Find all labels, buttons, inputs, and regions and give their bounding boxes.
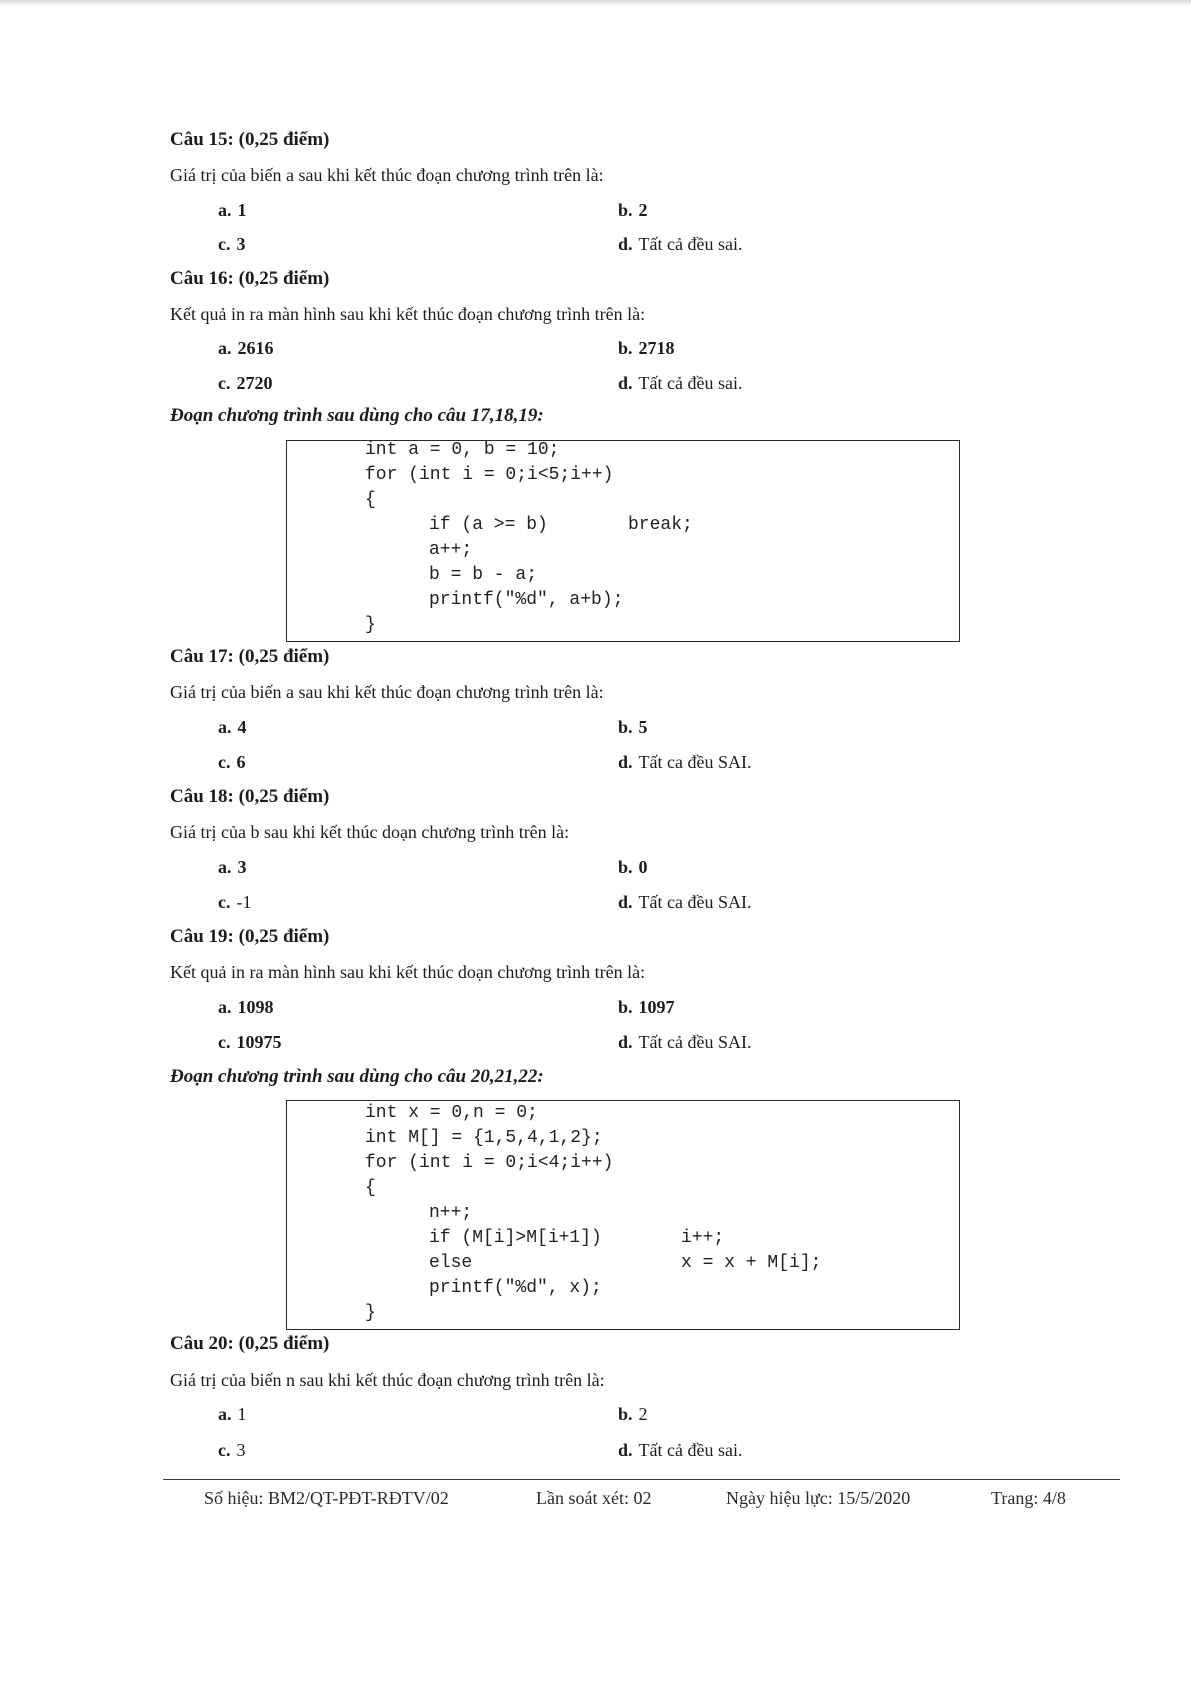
option-value: 3 xyxy=(236,234,246,254)
scan-edge xyxy=(0,0,1191,6)
option-letter: d. xyxy=(618,373,633,393)
code-line: printf("%d", a+b); xyxy=(429,590,624,610)
option-value: 3 xyxy=(237,857,247,877)
code-section-2-title: Đoạn chương trình sau dùng cho câu 20,21,22: xyxy=(170,1066,544,1087)
option-value: 2616 xyxy=(237,338,274,358)
option-value: Tất ca đều SAI. xyxy=(638,892,752,912)
q19-option-c xyxy=(218,1032,282,1053)
option-letter: a. xyxy=(218,857,232,877)
code-line: int M[] = {1,5,4,1,2}; xyxy=(365,1128,603,1148)
q20-option-b xyxy=(618,1404,648,1425)
option-letter: a. xyxy=(218,338,232,358)
q15-option-d xyxy=(618,234,742,255)
code-line: } xyxy=(365,615,376,635)
code-line: printf("%d", x); xyxy=(429,1278,602,1298)
q19-option-b xyxy=(618,997,675,1018)
question-17-heading: Câu 17: (0,25 điểm) xyxy=(170,646,330,667)
code-line: i++; xyxy=(681,1228,725,1248)
option-value: Tất cả đều sai. xyxy=(638,234,743,254)
q19-option-d xyxy=(618,1032,751,1053)
option-letter: a. xyxy=(218,1404,232,1424)
question-20-text: Giá trị của biến n sau khi kết thúc đoạn chương trình trên là: xyxy=(170,1370,605,1390)
q19-option-a xyxy=(218,997,274,1018)
option-letter: c. xyxy=(218,373,231,393)
option-value: 2 xyxy=(638,200,648,220)
q17-option-b xyxy=(618,717,648,738)
option-value: 0 xyxy=(638,857,648,877)
option-value: Tất ca đều SAI. xyxy=(638,752,752,772)
question-15-heading: Câu 15: (0,25 điểm) xyxy=(170,129,330,150)
option-letter: b. xyxy=(618,857,633,877)
option-letter: c. xyxy=(218,1032,231,1052)
option-value: 10975 xyxy=(236,1032,282,1052)
footer-page-number: Trang: 4/8 xyxy=(991,1488,1066,1508)
option-value: Tất cả đều sai. xyxy=(638,373,743,393)
option-letter: b. xyxy=(618,717,633,737)
q20-option-a xyxy=(218,1404,247,1425)
code-line: for (int i = 0;i<4;i++) xyxy=(365,1153,614,1173)
option-letter: d. xyxy=(618,234,633,254)
option-letter: b. xyxy=(618,200,633,220)
question-18-text: Giá trị của b sau khi kết thúc doạn chương trình trên là: xyxy=(170,822,570,842)
question-15-text: Giá trị của biến a sau khi kết thúc đoạn chương trình trên là: xyxy=(170,165,604,185)
question-19-text: Kết quả in ra màn hình sau khi kết thúc doạn chương trình trên là: xyxy=(170,962,646,982)
q17-option-a xyxy=(218,717,247,738)
code-line: break; xyxy=(628,515,693,535)
code-line: { xyxy=(365,490,376,510)
code-line: } xyxy=(365,1303,376,1323)
option-value: 4 xyxy=(237,717,247,737)
option-value: 5 xyxy=(638,717,648,737)
question-16-text: Kết quả in ra màn hình sau khi kết thúc đoạn chương trình trên là: xyxy=(170,304,646,324)
option-value: Tất cả đều SAI. xyxy=(638,1032,752,1052)
option-value: 3 xyxy=(236,1440,246,1460)
q15-option-b xyxy=(618,200,648,221)
code-line: int a = 0, b = 10; xyxy=(365,440,560,460)
q18-option-d xyxy=(618,892,751,913)
q15-option-c xyxy=(218,234,246,255)
code-line: b = b - a; xyxy=(429,565,538,585)
option-letter: d. xyxy=(618,892,633,912)
option-value: 6 xyxy=(236,752,246,772)
code-line: { xyxy=(365,1178,376,1198)
q16-option-a xyxy=(218,338,274,359)
option-value: 1 xyxy=(237,1404,247,1424)
code-line: for (int i = 0;i<5;i++) xyxy=(365,465,614,485)
option-value: Tất cả đều sai. xyxy=(638,1440,743,1460)
question-19-heading: Câu 19: (0,25 điểm) xyxy=(170,926,330,947)
q15-option-a xyxy=(218,200,247,221)
code-line: else xyxy=(429,1253,473,1273)
option-letter: c. xyxy=(218,1440,231,1460)
option-value: 2718 xyxy=(638,338,675,358)
option-letter: a. xyxy=(218,997,232,1017)
code-line: if (M[i]>M[i+1]) xyxy=(429,1228,602,1248)
option-value: 1097 xyxy=(638,997,675,1017)
code-line: n++; xyxy=(429,1203,473,1223)
footer-revision: Lần soát xét: 02 xyxy=(536,1488,652,1508)
code-line: a++; xyxy=(429,540,473,560)
option-letter: c. xyxy=(218,234,231,254)
q16-option-b xyxy=(618,338,675,359)
footer-document-code: Số hiệu: BM2/QT-PĐT-RĐTV/02 xyxy=(204,1488,449,1508)
question-16-heading: Câu 16: (0,25 điểm) xyxy=(170,268,330,289)
option-value: 1 xyxy=(237,200,247,220)
option-value: 2720 xyxy=(236,373,273,393)
q18-option-c xyxy=(218,892,252,913)
option-letter: d. xyxy=(618,1440,633,1460)
option-letter: b. xyxy=(618,997,633,1017)
q16-option-c xyxy=(218,373,273,394)
option-value: 1098 xyxy=(237,997,274,1017)
option-letter: a. xyxy=(218,200,232,220)
option-letter: d. xyxy=(618,752,633,772)
q20-option-d xyxy=(618,1440,742,1461)
footer-divider xyxy=(163,1479,1120,1480)
option-letter: a. xyxy=(218,717,232,737)
q17-option-c xyxy=(218,752,246,773)
code-line: if (a >= b) xyxy=(429,515,548,535)
code-line: x = x + M[i]; xyxy=(681,1253,822,1273)
code-section-1-title: Đoạn chương trình sau dùng cho câu 17,18,19: xyxy=(170,405,544,426)
option-letter: c. xyxy=(218,752,231,772)
footer-effective-date: Ngày hiệu lực: 15/5/2020 xyxy=(726,1488,911,1508)
code-line: int x = 0,n = 0; xyxy=(365,1103,538,1123)
q18-option-a xyxy=(218,857,247,878)
option-letter: b. xyxy=(618,1404,633,1424)
question-20-heading: Câu 20: (0,25 điểm) xyxy=(170,1333,330,1354)
option-value: -1 xyxy=(236,892,252,912)
q16-option-d xyxy=(618,373,742,394)
option-letter: d. xyxy=(618,1032,633,1052)
question-17-text: Giá trị của biến a sau khi kết thúc đoạn chương trình trên là: xyxy=(170,682,604,702)
option-letter: c. xyxy=(218,892,231,912)
q20-option-c xyxy=(218,1440,246,1461)
option-value: 2 xyxy=(638,1404,648,1424)
option-letter: b. xyxy=(618,338,633,358)
question-18-heading: Câu 18: (0,25 điểm) xyxy=(170,786,330,807)
q18-option-b xyxy=(618,857,648,878)
q17-option-d xyxy=(618,752,751,773)
